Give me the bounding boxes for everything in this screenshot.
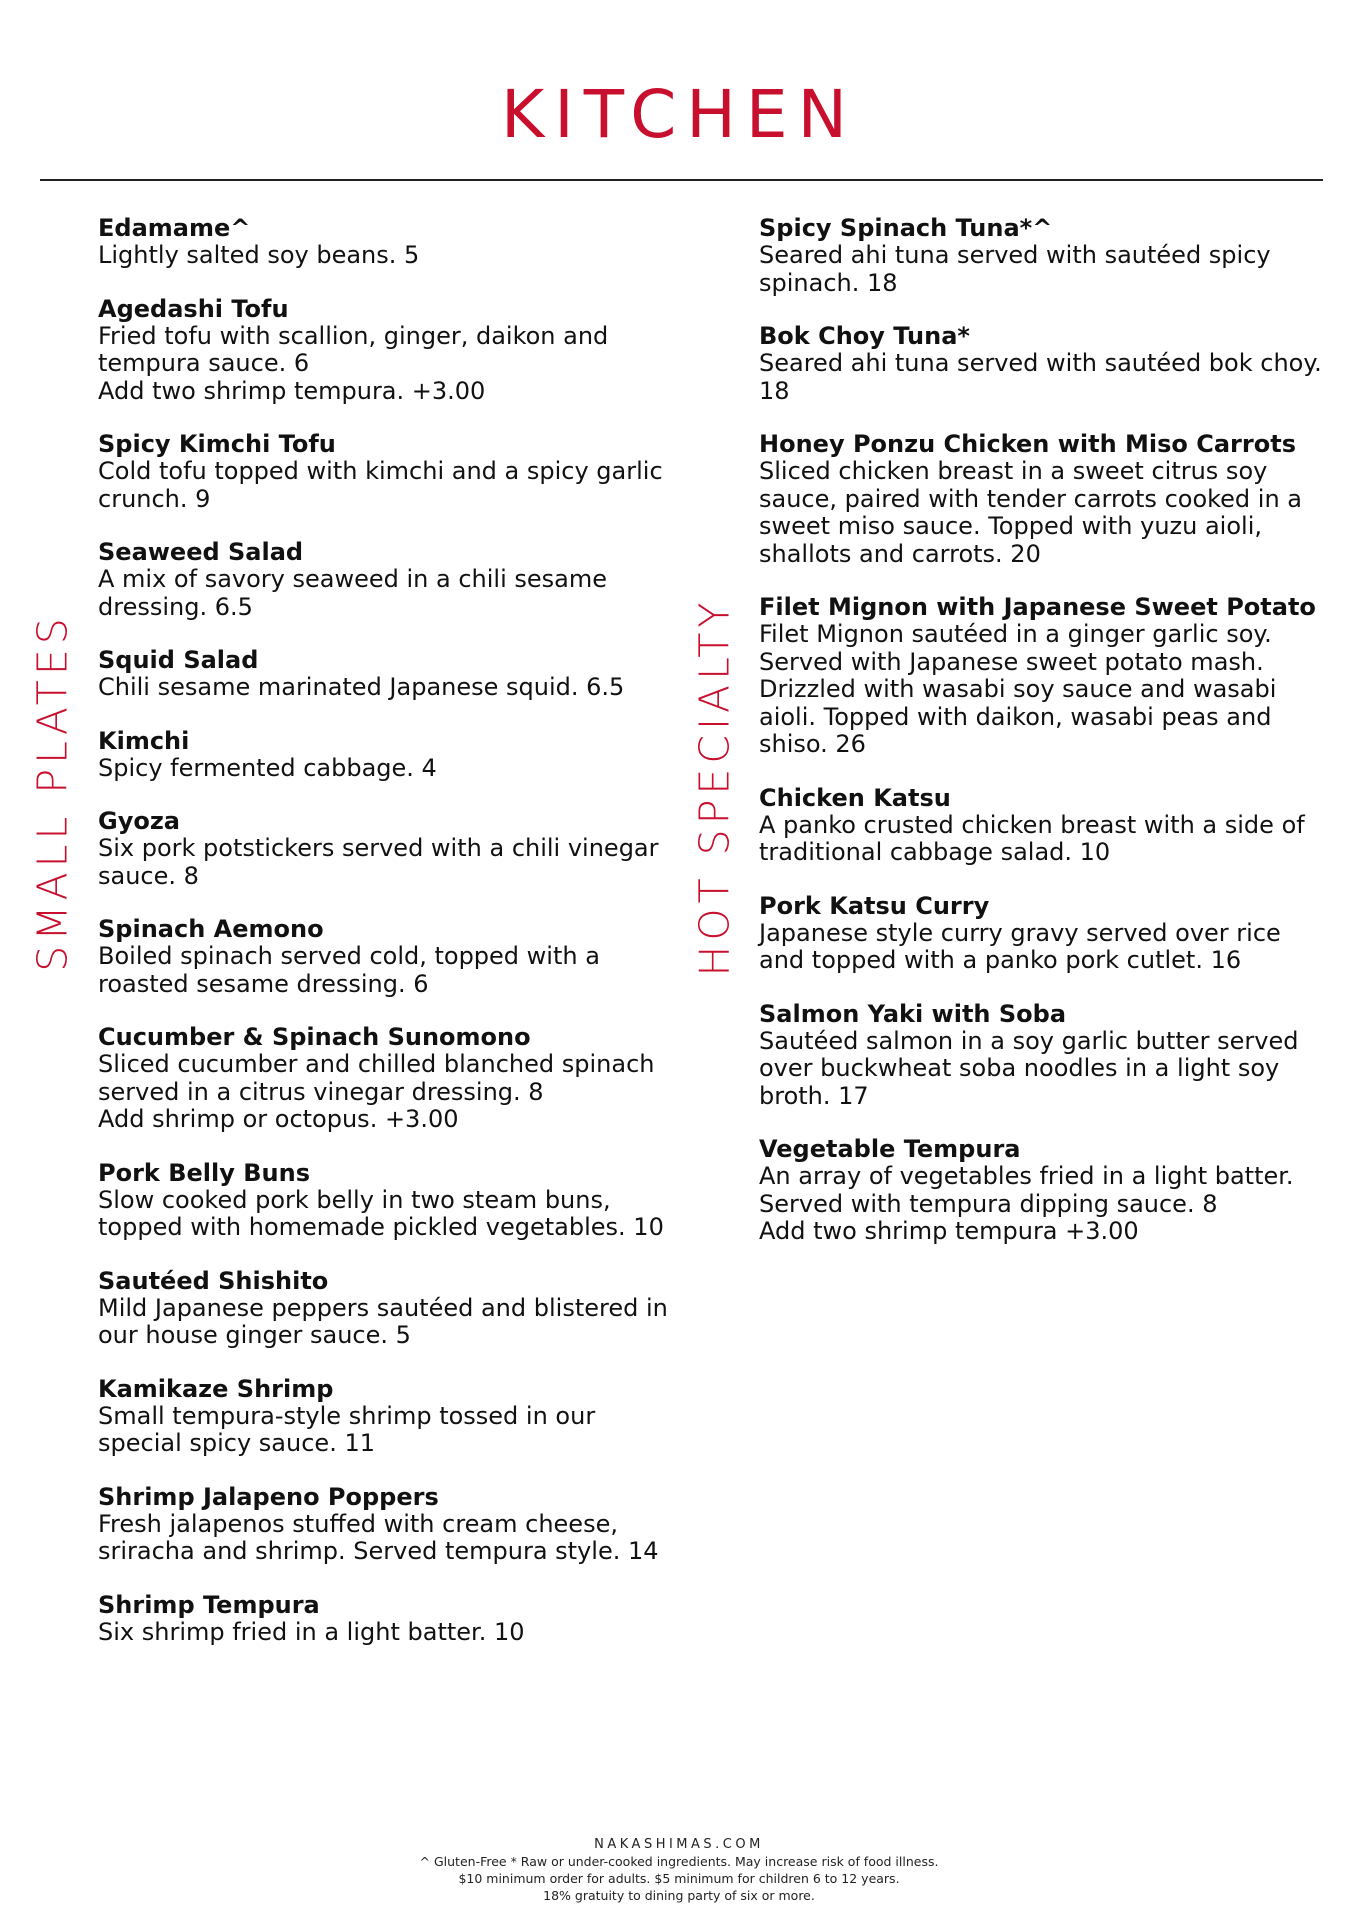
footer-note: $10 minimum order for adults. $5 minimum for children 6 to 12 years.	[458, 1871, 900, 1886]
menu-item-name: Salmon Yaki with Soba	[759, 999, 1067, 1028]
menu-item	[98, 538, 683, 621]
menu-item	[98, 1375, 683, 1458]
menu-item-name: Pork Katsu Curry	[759, 891, 990, 920]
menu-item-name: Shrimp Jalapeno Poppers	[98, 1482, 439, 1511]
menu-item-name: Spicy Spinach Tuna*^	[759, 214, 1053, 242]
menu-item-name: Spicy Kimchi Tofu	[98, 430, 336, 458]
menu-item	[98, 430, 683, 513]
menu-item-name: Chicken Katsu	[759, 783, 951, 812]
menu-item	[98, 1483, 683, 1566]
menu-item-description: Lightly salted soy beans. 5	[98, 241, 420, 269]
menu-item-description: Spicy fermented cabbage. 4	[98, 753, 437, 782]
menu-item-name: Kamikaze Shrimp	[98, 1374, 334, 1403]
menu-item-name: Kimchi	[98, 726, 190, 755]
menu-item	[759, 322, 1329, 405]
menu-item-name: Vegetable Tempura	[759, 1135, 1021, 1163]
menu-item	[98, 807, 683, 890]
menu-item	[759, 593, 1329, 759]
menu-item-name: Bok Choy Tuna*	[759, 322, 970, 350]
menu-item	[98, 1159, 683, 1242]
hot-specialty-list	[759, 214, 1329, 1271]
menu-item-description: Cold tofu topped with kimchi and a spicy garlic crunch. 9	[98, 457, 663, 513]
menu-item-description: An array of vegetables fried in a light batter. Served with tempura dipping sauce. 8	[759, 1162, 1294, 1218]
menu-item	[759, 1000, 1329, 1111]
menu-item-description: Six pork potstickers served with a chili vinegar sauce. 8	[98, 834, 659, 890]
menu-item	[98, 727, 683, 783]
menu-item-description: Sliced cucumber and chilled blanched spinach served in a citrus vinegar dressing. 8	[98, 1050, 655, 1106]
menu-item	[759, 1135, 1329, 1246]
menu-item	[98, 1023, 683, 1134]
menu-item-name: Honey Ponzu Chicken with Miso Carrots	[759, 430, 1296, 458]
menu-item-description: Japanese style curry gravy served over rice and topped with a panko pork cutlet. 16	[759, 918, 1281, 974]
menu-item	[759, 214, 1329, 297]
page-title: KITCHEN	[501, 76, 857, 153]
menu-item-name: Cucumber & Spinach Sunomono	[98, 1023, 531, 1051]
menu-item	[98, 214, 683, 270]
menu-item-name: Agedashi Tofu	[98, 294, 289, 323]
menu-item	[98, 646, 683, 702]
menu-item-description: Mild Japanese peppers sautéed and blistered in our house ginger sauce. 5	[98, 1293, 668, 1349]
menu-item-description: Add shrimp or octopus. +3.00	[98, 1105, 459, 1133]
menu-item	[98, 1267, 683, 1350]
footer-note: ^ Gluten-Free * Raw or under-cooked ingredients. May increase risk of food illness.	[419, 1854, 939, 1869]
menu-item-description: Add two shrimp tempura. +3.00	[98, 376, 486, 405]
menu-item-name: Spinach Aemono	[98, 915, 324, 943]
menu-item	[759, 892, 1329, 975]
menu-item	[98, 915, 683, 998]
menu-item-description: Six shrimp fried in a light batter. 10	[98, 1617, 525, 1646]
menu-item-description: Filet Mignon sautéed in a ginger garlic soy. Served with Japanese sweet potato mash. Drizzled with wasabi soy sauce and wasabi aioli. Topped with daikon, wasabi peas and shiso. 26	[759, 620, 1277, 758]
footer-note: 18% gratuity to dining party of six or more.	[543, 1888, 815, 1903]
menu-item-description: Add two shrimp tempura +3.00	[759, 1217, 1139, 1245]
menu-item-description: Slow cooked pork belly in two steam buns, topped with homemade pickled vegetables. 10	[98, 1185, 664, 1241]
menu-item-name: Gyoza	[98, 807, 180, 835]
menu-item	[759, 784, 1329, 867]
menu-item-name: Shrimp Tempura	[98, 1590, 320, 1619]
website-url: NAKASHIMAS.COM	[594, 1837, 764, 1852]
menu-item-description: Seared ahi tuna served with sautéed spicy spinach. 18	[759, 241, 1271, 297]
menu-item-description: Boiled spinach served cold, topped with a roasted sesame dressing. 6	[98, 942, 600, 998]
menu-item-description: Sliced chicken breast in a sweet citrus soy sauce, paired with tender carrots cooked in a sweet miso sauce. Topped with yuzu aioli, shallots and carrots. 20	[759, 457, 1303, 568]
menu-item-name: Filet Mignon with Japanese Sweet Potato	[759, 593, 1316, 621]
menu-item-description: Sautéed salmon in a soy garlic butter served over buckwheat soba noodles in a light soy broth. 17	[759, 1026, 1299, 1110]
footer	[0, 1836, 1358, 1904]
menu-item-name: Squid Salad	[98, 646, 259, 674]
menu-item-name: Sautéed Shishito	[98, 1266, 329, 1295]
menu-item-description: Fried tofu with scallion, ginger, daikon and tempura sauce. 6	[98, 321, 609, 377]
menu-item	[759, 430, 1329, 568]
menu-item	[98, 295, 683, 406]
menu-item-description: Fresh jalapenos stuffed with cream cheese, sriracha and shrimp. Served tempura style. 14	[98, 1509, 659, 1565]
menu-item-description: A panko crusted chicken breast with a side of traditional cabbage salad. 10	[759, 810, 1305, 866]
small-plates-list	[98, 214, 683, 1671]
menu-item-description: Seared ahi tuna served with sautéed bok choy. 18	[759, 349, 1322, 405]
section-label-small-plates: SMALL PLATES	[28, 613, 77, 972]
section-label-hot-specialty: HOT SPECIALTY	[690, 597, 739, 977]
menu-item-name: Edamame^	[98, 214, 251, 242]
menu-item	[98, 1591, 683, 1647]
menu-item-name: Pork Belly Buns	[98, 1158, 311, 1187]
header-divider	[40, 179, 1323, 181]
menu-item-description: Small tempura-style shrimp tossed in our special spicy sauce. 11	[98, 1401, 596, 1457]
menu-item-description: Chili sesame marinated Japanese squid. 6.5	[98, 673, 625, 701]
menu-item-name: Seaweed Salad	[98, 538, 304, 566]
menu-item-description: A mix of savory seaweed in a chili sesame dressing. 6.5	[98, 565, 607, 621]
